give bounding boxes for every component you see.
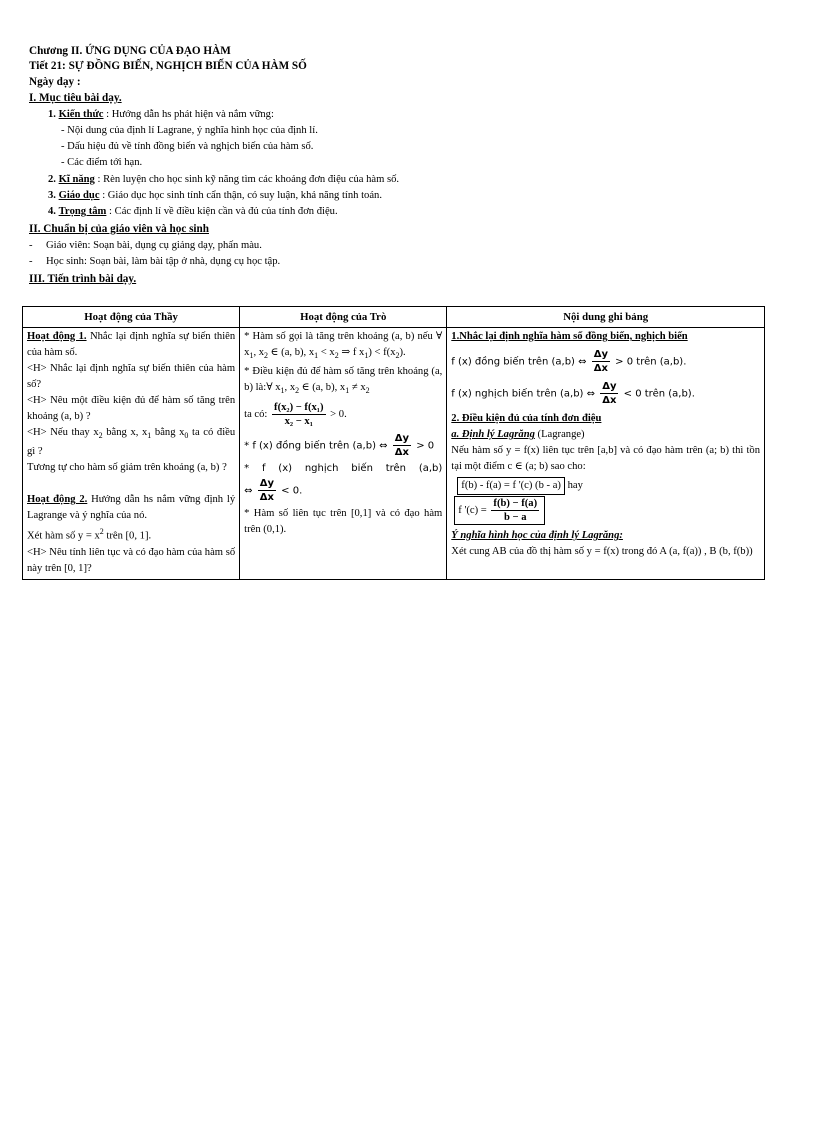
lagrange-fraction: $\frac{f(b) - f(a)}{b - a}$ — [493, 498, 538, 523]
knowledge-num: 1. — [48, 109, 56, 120]
skill-num: 2. — [48, 174, 56, 185]
header-student: Hoạt động của Trò — [240, 307, 447, 328]
edu-num: 3. — [48, 190, 56, 201]
activity2-label: Hoạt động 2. — [27, 494, 88, 506]
teacher-cell — [23, 328, 240, 580]
answer-4-formula: ⇔ $\frac{\Delta y}{\Delta x}$ < 0. — [244, 478, 303, 504]
focus-label: Trọng tâm — [58, 206, 107, 217]
answer-4: * f (x) nghịch biến trên (a,b) — [244, 463, 443, 475]
lesson-title: Tiết 21: SỰ ĐỒNG BIẾN, NGHỊCH BIẾN CỦA HÀM SỐ — [29, 60, 307, 72]
answer-3: * f (x) đồng biến trên (a,b) ⇔ $\frac{\Delta y}{\Delta x}$ > 0 — [244, 433, 435, 459]
knowledge-line — [48, 107, 274, 122]
answer-2: * Điều kiện đủ để hàm số tăng trên khoảng (a, b) là:∀ $x_1$, $x_2$ ∈ (a, b), $x_1 \ne x_2$ — [244, 366, 443, 396]
answer-2-formula: ta có: $\frac{\text{f(x₂) − f(x₁)}}{\text{x₂ − x₁}}$ > 0. — [244, 402, 347, 428]
skill-label: Kĩ năng — [58, 174, 95, 185]
question-5: Xét hàm số $y = x^2$ trên [0, 1]. — [27, 527, 152, 542]
prep-student: Học sinh: Soạn bài, làm bài tập ở nhà, dụng cụ học tập. — [46, 256, 281, 267]
answer-5: * Hàm số liên tục trên [0,1] và có đạo hàm trên (0,1). — [244, 508, 443, 536]
board-cell — [447, 328, 765, 580]
header-board: Nội dung ghi bảng — [447, 307, 765, 328]
focus-text: : Các định lí về điều kiện cần và đủ của tính đơn điệu. — [109, 206, 338, 217]
difference-quotient: $\frac{\text{f(x₂) − f(x₁)}}{\text{x₂ − x₁}}$ — [274, 402, 324, 428]
question-1: <H> Nhắc lại định nghĩa sự biến thiên của hàm số? — [27, 363, 236, 390]
knowledge-item: - Các điểm tới hạn. — [61, 157, 143, 168]
board-increasing: f (x) đồng biến trên (a,b) ⇔ $\frac{\Delta y}{\Delta x}$ > 0 trên (a,b). — [451, 349, 687, 374]
skill-line — [48, 172, 399, 187]
chapter-title: Chương II. ỨNG DỤNG CỦA ĐẠO HÀM — [29, 45, 231, 57]
activity1-label: Hoạt động 1. — [27, 331, 87, 342]
knowledge-item: - Dấu hiệu đủ về tính đồng biến và nghịch biến của hàm số. — [61, 141, 314, 152]
board-decreasing: f (x) nghịch biến trên (a,b) ⇔ $\frac{\Delta y}{\Delta x}$ < 0 trên (a,b). — [451, 381, 695, 406]
knowledge-item: - Nội dung của định lí Lagrane, ý nghĩa hình học của định lí. — [61, 125, 318, 136]
bullet-dash: - — [29, 256, 33, 267]
knowledge-label: Kiến thức — [58, 109, 104, 120]
activity2-text: Hướng dẫn hs nắm vững định lý Lagrange và ý nghĩa của nó. — [27, 494, 236, 522]
answer-1: * Hàm số gọi là tăng trên khoảng (a, b) nếu ∀ $x_1$, $x_2$ ∈ (a, b), $x_1 < x_2$ ⇒ f $x_1) < f(x_2)$. — [244, 331, 443, 361]
focus-num: 4. — [48, 206, 56, 217]
section2-title: II. Chuẩn bị của giáo viên và học sinh — [29, 223, 209, 235]
skill-text: : Rèn luyện cho học sinh kỹ năng tìm các khoảng đơn điệu của hàm số. — [97, 174, 400, 185]
section3-title: III. Tiến trình bài dạy. — [29, 273, 137, 285]
board-heading-2a: a. Định lý Lagrăng (Lagrange) — [451, 429, 585, 440]
geometric-meaning: Xét cung AB của đồ thị hàm số y = f(x) trong đó A (a, f(a)) , B (b, f(b)) — [451, 546, 753, 557]
lagrange-formula-1: f(b) - f(a) = f '(c) (b - a) hay — [451, 477, 760, 495]
dy-dx-fraction: $\frac{\Delta y}{\Delta x}$ — [593, 349, 608, 374]
section1-title: I. Mục tiêu bài dạy. — [29, 92, 122, 104]
dy-dx-fraction: $\frac{\Delta y}{\Delta x}$ — [602, 381, 617, 406]
board-heading-2b: Ý nghĩa hình học của định lý Lagrăng: — [451, 530, 623, 541]
question-6: <H> Nêu tính liên tục và có đạo hàm của hàm số này trên [0, 1]? — [27, 546, 236, 574]
education-line — [48, 188, 382, 203]
table-row — [23, 328, 765, 580]
prep-teacher: Giáo viên: Soạn bài, dụng cụ giảng dạy, phấn màu. — [46, 240, 262, 251]
question-3: <H> Nếu thay $x_2$ bằng x, $x_1$ bằng $x_0$ ta có điều gì ? — [27, 427, 236, 458]
prep-item — [29, 254, 281, 269]
bullet-dash: - — [29, 240, 33, 251]
student-cell — [240, 328, 447, 580]
header-teacher: Hoạt động của Thầy — [23, 307, 240, 328]
lagrange-statement: Nếu hàm số y = f(x) liên tục trên [a,b] và có đạo hàm trên (a; b) thì tồn tại một điểm c ∈ (a; b) sao cho: — [451, 445, 760, 472]
question-2: <H> Nêu một điều kiện đủ để hàm số tăng trên khoảng (a, b) ? — [27, 395, 236, 422]
edu-label: Giáo dục — [58, 190, 100, 201]
table-header-row — [23, 307, 765, 328]
prep-item — [29, 238, 262, 253]
board-heading-2: 2. Điều kiện đủ của tính đơn điệu — [451, 413, 602, 424]
dy-dx-fraction: $\frac{\Delta y}{\Delta x}$ — [259, 478, 274, 504]
lesson-table — [22, 306, 765, 580]
question-4: Tương tự cho hàm số giảm trên khoảng (a, b) ? — [27, 462, 227, 474]
date-label: Ngày dạy : — [29, 76, 81, 88]
dy-dx-fraction: $\frac{\Delta y}{\Delta x}$ — [394, 433, 409, 459]
activity1-text: Nhắc lại định nghĩa sự biến thiên của hàm số. — [27, 331, 236, 358]
lagrange-formula-2: f '(c) = $\frac{f(b) - f(a)}{b - a}$ — [451, 496, 760, 525]
knowledge-text: : Hướng dẫn hs phát hiện và nắm vững: — [106, 109, 274, 120]
edu-text: : Giáo dục học sinh tính cẩn thận, có suy luận, khả năng tính toán. — [102, 190, 382, 201]
board-heading-1: 1.Nhắc lại định nghĩa hàm số đồng biến, nghịch biến — [451, 331, 688, 342]
focus-line — [48, 204, 338, 219]
